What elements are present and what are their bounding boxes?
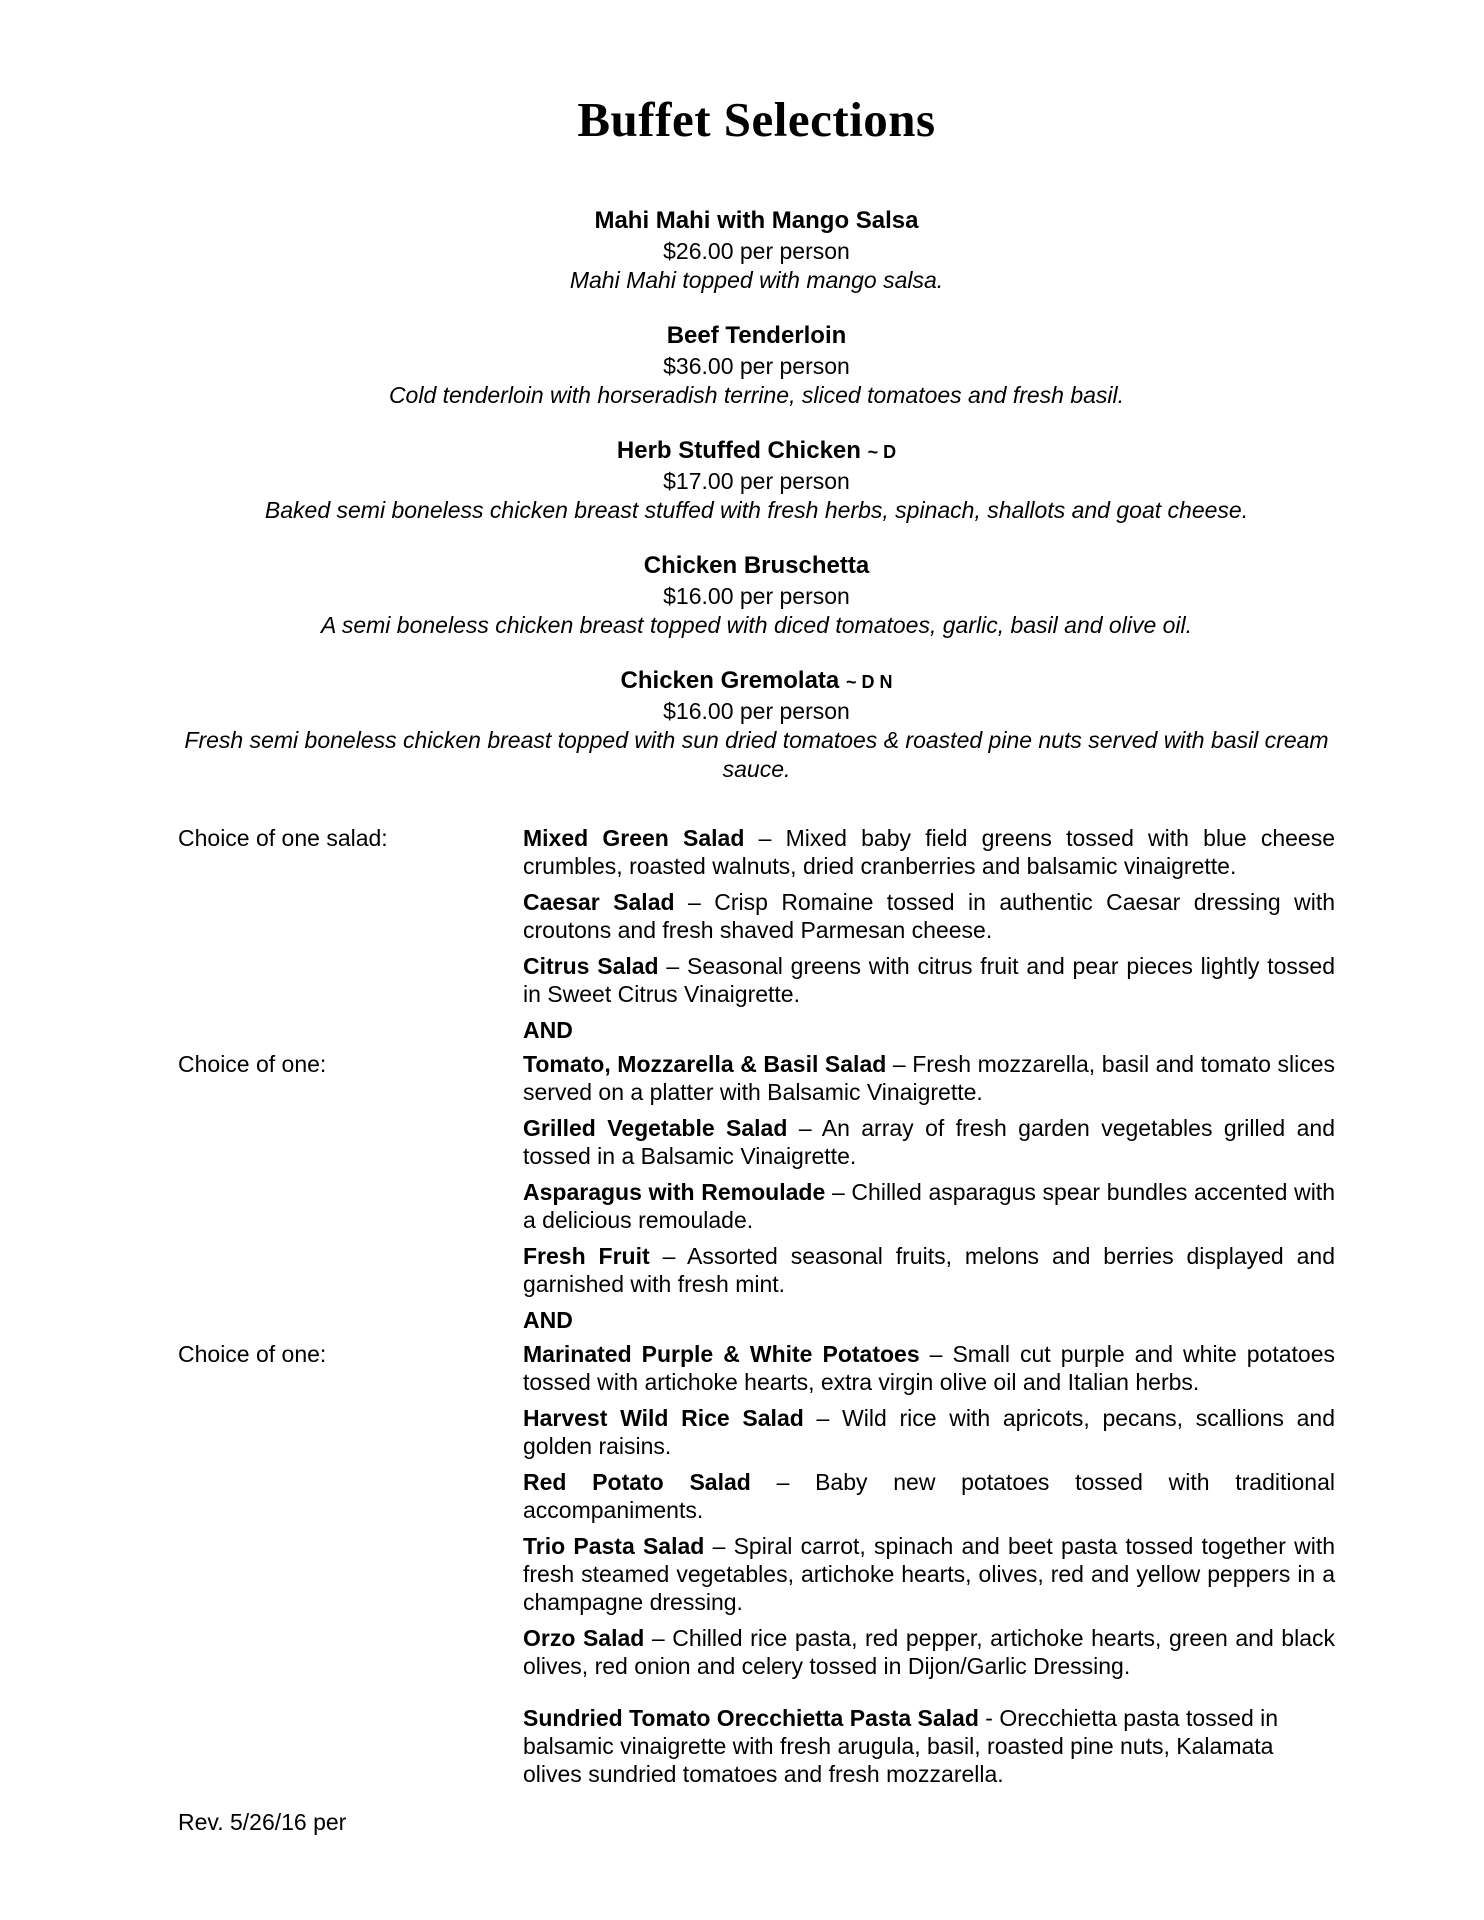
choice-group-items — [523, 824, 1335, 1050]
menu-item — [523, 952, 1335, 1008]
choice-group-salad — [178, 824, 1335, 1050]
and-connector: AND — [523, 1307, 573, 1333]
entree-name — [178, 551, 1335, 582]
entree-description: Mahi Mahi topped with mango salsa. — [569, 267, 944, 293]
item-description: – Assorted seasonal fruits, melons and berries displayed and garnished with fresh mint. — [523, 1243, 1336, 1297]
choice-group-items — [523, 1050, 1335, 1340]
menu-item — [523, 1340, 1335, 1396]
entree-description: Baked semi boneless chicken breast stuffed with fresh herbs, spinach, shallots and goat cheese. — [264, 497, 1249, 523]
entree-name-text: Beef Tenderloin — [666, 322, 847, 349]
item-description: – Baby new potatoes tossed with traditional accompaniments. — [523, 1469, 1335, 1523]
entree-price: $16.00 per person — [663, 698, 850, 724]
entree-name — [178, 321, 1335, 352]
menu-item — [523, 1114, 1335, 1170]
page-title: Buffet Selections — [577, 92, 936, 147]
menu-item — [523, 1242, 1335, 1298]
entree-dietary-tag: ~ D N — [845, 672, 893, 692]
item-description: – Mixed baby field greens tossed with blue cheese crumbles, roasted walnuts, dried cranberries and balsamic vinaigrette. — [523, 825, 1335, 879]
choice-group-platter — [178, 1050, 1335, 1340]
menu-item — [523, 1178, 1335, 1234]
item-name: Red Potato Salad — [523, 1469, 751, 1495]
item-name: Sundried Tomato Orecchietta Pasta Salad — [523, 1705, 979, 1731]
menu-item — [523, 1624, 1335, 1680]
entree-price: $26.00 per person — [663, 238, 850, 264]
item-description: – Spiral carrot, spinach and beet pasta tossed together with fresh steamed vegetables, artichoke hearts, olives, red and yellow peppers in a champagne dressing. — [523, 1533, 1335, 1615]
choice-group-items — [523, 1340, 1335, 1796]
entree-name-text: Herb Stuffed Chicken — [616, 437, 861, 464]
menu-item — [523, 1704, 1335, 1788]
entree-list — [178, 206, 1335, 784]
entree-name-text: Chicken Gremolata — [620, 667, 840, 694]
entree-description: A semi boneless chicken breast topped with diced tomatoes, garlic, basil and olive oil. — [320, 612, 1193, 638]
item-name: Citrus Salad — [523, 953, 659, 979]
entree-description: Cold tenderloin with horseradish terrine, sliced tomatoes and fresh basil. — [388, 382, 1125, 408]
entree-dietary-tag: ~ D — [867, 442, 897, 462]
menu-item — [523, 1468, 1335, 1524]
item-name: Tomato, Mozzarella & Basil Salad — [523, 1051, 887, 1077]
item-name: Trio Pasta Salad — [523, 1533, 705, 1559]
entree-name — [178, 206, 1335, 237]
menu-item — [523, 824, 1335, 880]
entree-name-text: Chicken Bruschetta — [643, 552, 870, 579]
item-name: Caesar Salad — [523, 889, 675, 915]
choice-group-label: Choice of one: — [178, 1341, 327, 1367]
choice-group-label: Choice of one: — [178, 1051, 327, 1077]
item-name: Asparagus with Remoulade — [523, 1179, 826, 1205]
item-description: – Wild rice with apricots, pecans, scallions and golden raisins. — [523, 1405, 1336, 1459]
entree-price: $17.00 per person — [663, 468, 850, 494]
and-connector: AND — [523, 1017, 573, 1043]
entree-item — [178, 666, 1335, 784]
item-name: Fresh Fruit — [523, 1243, 650, 1269]
entree-item — [178, 436, 1335, 525]
choice-section — [178, 824, 1335, 1796]
item-name: Harvest Wild Rice Salad — [523, 1405, 804, 1431]
choice-group-label: Choice of one salad: — [178, 825, 388, 851]
entree-item — [178, 206, 1335, 295]
entree-name — [178, 436, 1335, 467]
item-name: Grilled Vegetable Salad — [523, 1115, 788, 1141]
item-description: – Chilled asparagus spear bundles accented with a delicious remoulade. — [523, 1179, 1335, 1233]
entree-item — [178, 551, 1335, 640]
item-name: Orzo Salad — [523, 1625, 645, 1651]
entree-item — [178, 321, 1335, 410]
menu-item — [523, 1050, 1335, 1106]
entree-price: $16.00 per person — [663, 583, 850, 609]
menu-item — [523, 888, 1335, 944]
item-name: Marinated Purple & White Potatoes — [523, 1341, 920, 1367]
item-description: – Chilled rice pasta, red pepper, artichoke hearts, green and black olives, red onion and celery tossed in Dijon/Garlic Dressing. — [523, 1625, 1336, 1679]
choice-group-side — [178, 1340, 1335, 1796]
item-description: - Orecchietta pasta tossed in balsamic vinaigrette with fresh arugula, basil, roasted pine nuts, Kalamata olives sundried tomatoes and fresh mozzarella. — [523, 1705, 1279, 1787]
item-description: – An array of fresh garden vegetables grilled and tossed in a Balsamic Vinaigrette. — [523, 1115, 1335, 1169]
item-name: Mixed Green Salad — [523, 825, 745, 851]
menu-item — [523, 1404, 1335, 1460]
item-description: – Seasonal greens with citrus fruit and pear pieces lightly tossed in Sweet Citrus Vinaigrette. — [523, 953, 1335, 1007]
entree-price: $36.00 per person — [663, 353, 850, 379]
item-description: – Small cut purple and white potatoes tossed with artichoke hearts, extra virgin olive oil and Italian herbs. — [523, 1341, 1335, 1395]
footer-revision: Rev. 5/26/16 per — [178, 1809, 347, 1835]
item-description: – Fresh mozzarella, basil and tomato slices served on a platter with Balsamic Vinaigrette. — [523, 1051, 1335, 1105]
item-description: – Crisp Romaine tossed in authentic Caesar dressing with croutons and fresh shaved Parmesan cheese. — [523, 889, 1336, 943]
menu-item — [523, 1532, 1335, 1616]
entree-description: Fresh semi boneless chicken breast topped with sun dried tomatoes & roasted pine nuts served with basil cream sauce. — [184, 727, 1329, 782]
entree-name — [178, 666, 1335, 697]
entree-name-text: Mahi Mahi with Mango Salsa — [594, 207, 919, 234]
